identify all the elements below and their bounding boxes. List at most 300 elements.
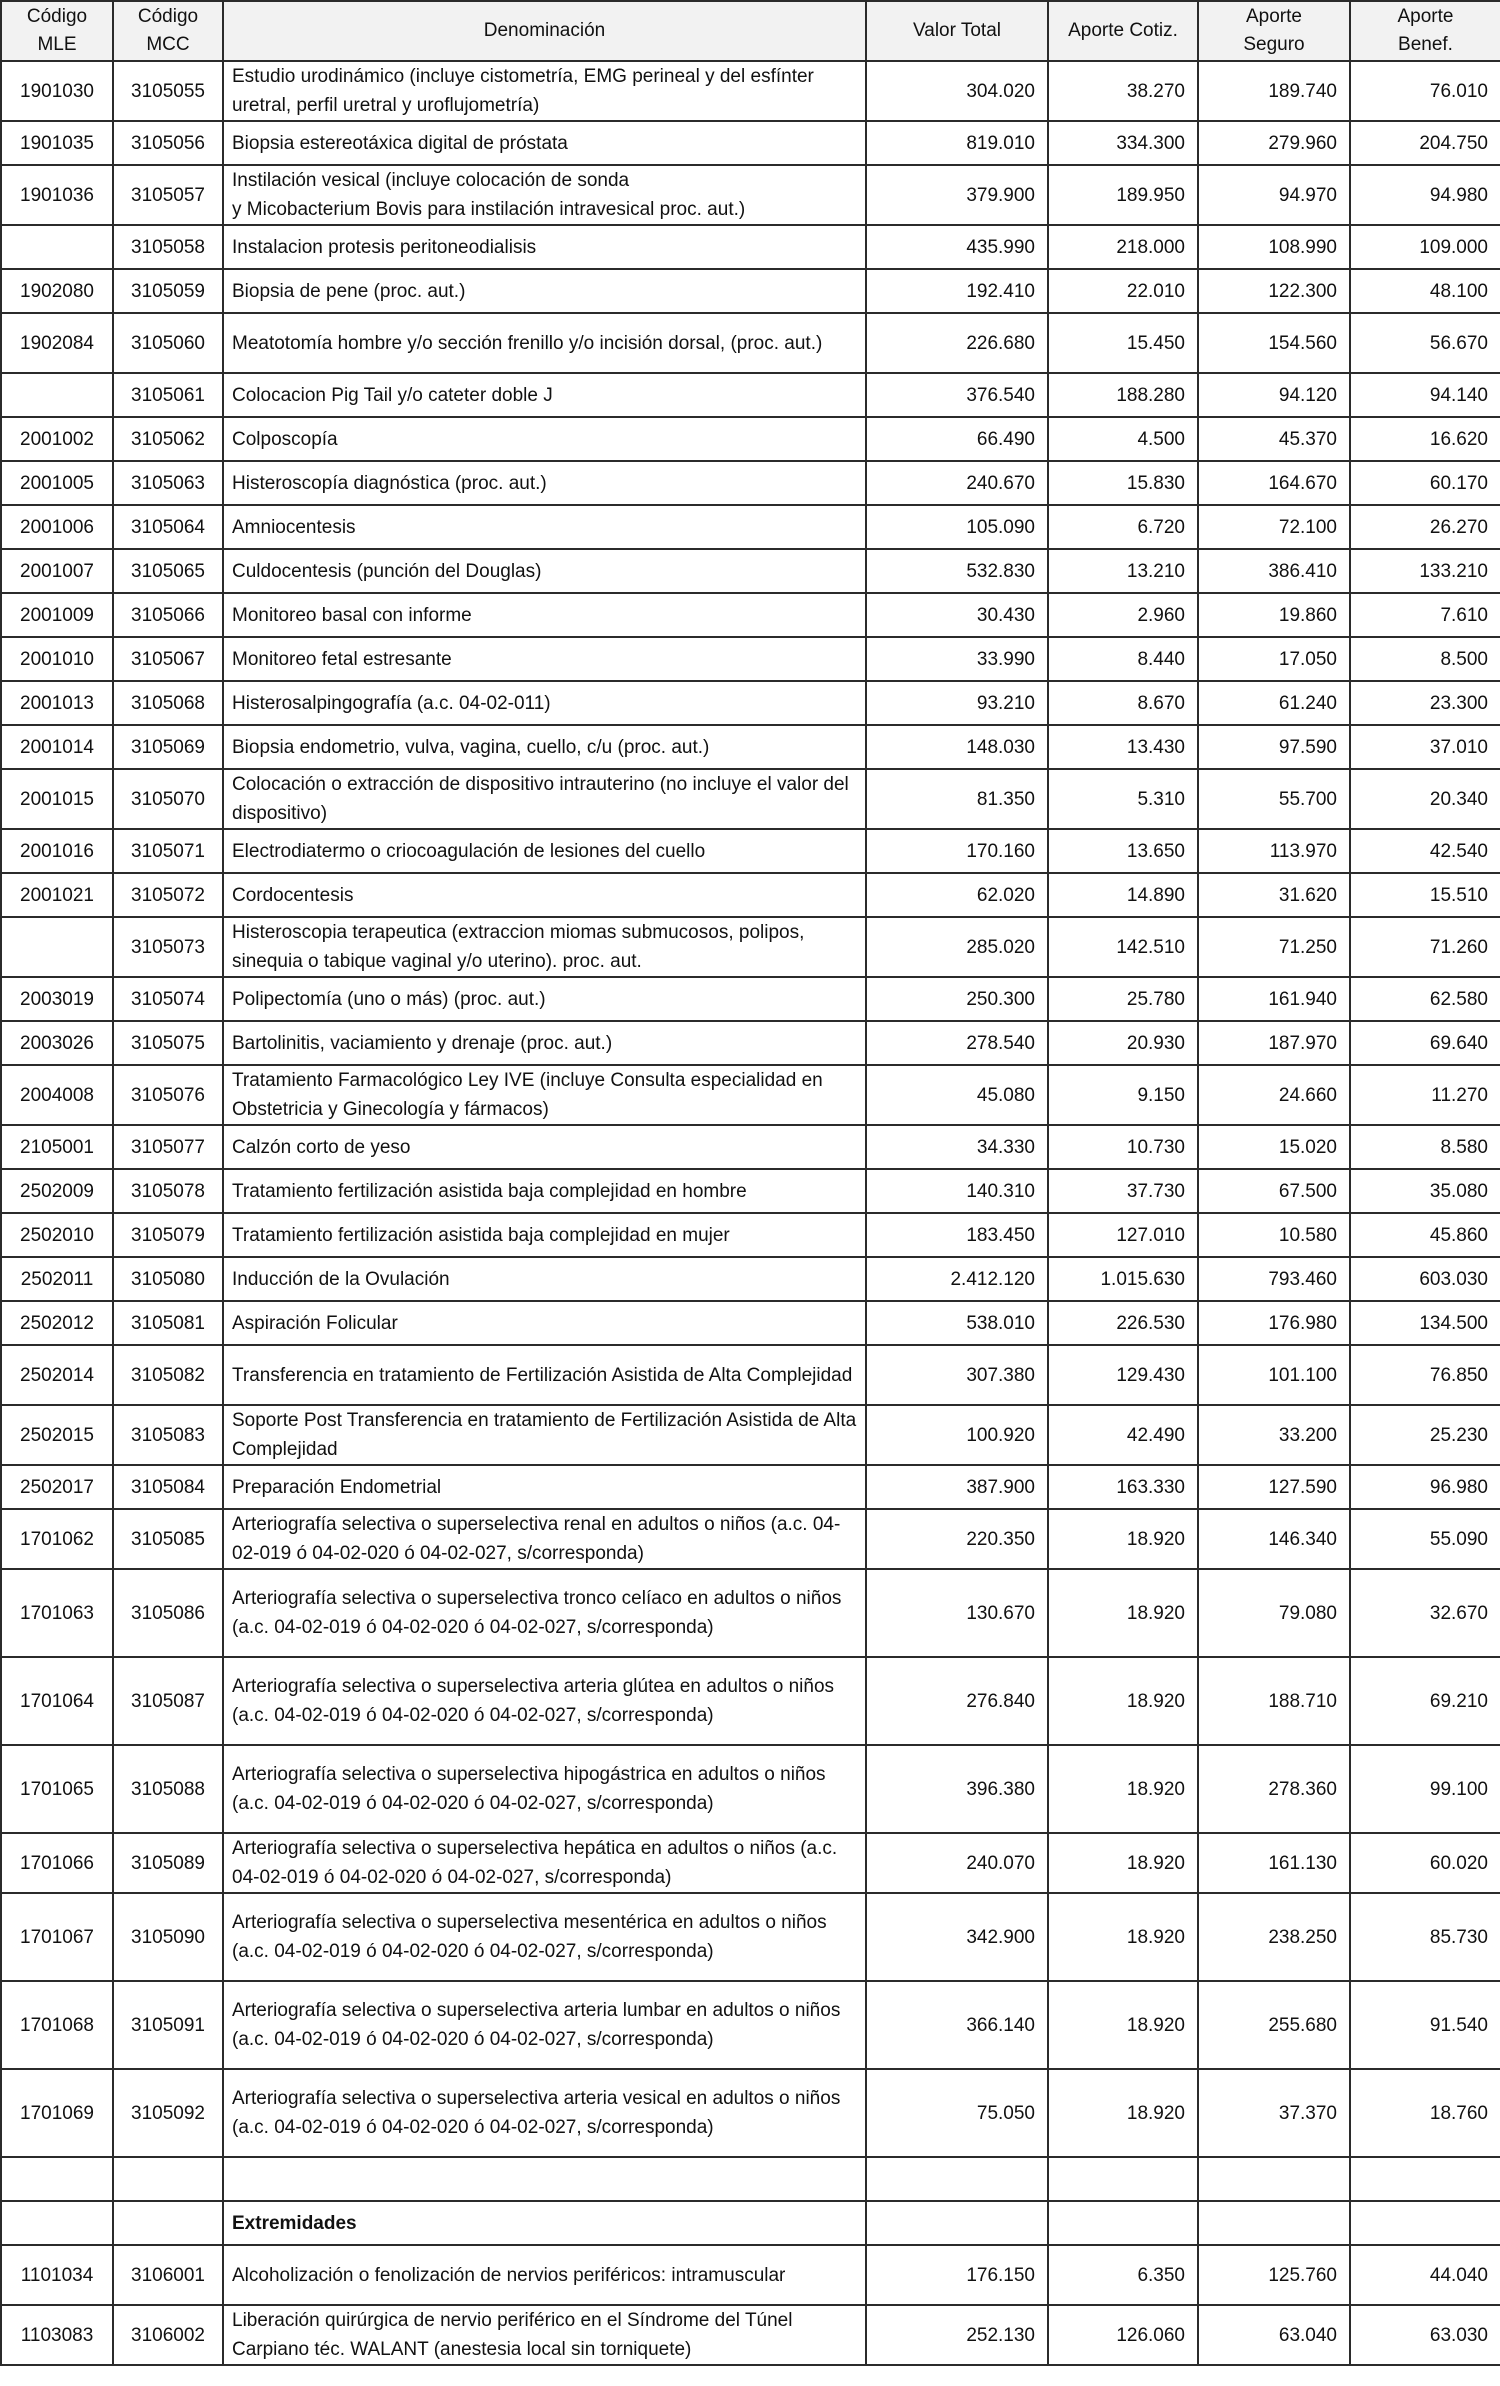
table-row: [1, 977, 1500, 1021]
denominacion-cell: Tratamiento fertilización asistida baja complejidad en mujer: [223, 1213, 866, 1257]
denominacion-cell: Colposcopía: [223, 417, 866, 461]
aporte-seguro-cell: 61.240: [1198, 681, 1350, 725]
aporte-seguro-cell: 161.940: [1198, 977, 1350, 1021]
empty-cell: [113, 2201, 223, 2245]
valor-total-cell: 285.020: [866, 917, 1048, 977]
valor-total-cell: 240.670: [866, 461, 1048, 505]
table-row: [1, 1981, 1500, 2069]
aporte-seguro-cell: 164.670: [1198, 461, 1350, 505]
aporte-benef-cell: 56.670: [1350, 313, 1500, 373]
codigo-mcc-cell: 3105086: [113, 1569, 223, 1657]
codigo-mcc-cell: 3105078: [113, 1169, 223, 1213]
denominacion-cell: Meatotomía hombre y/o sección frenillo y/o incisión dorsal, (proc. aut.): [223, 313, 866, 373]
aporte-benef-cell: 55.090: [1350, 1509, 1500, 1569]
aporte-cotiz-cell: 15.450: [1048, 313, 1198, 373]
codigo-mcc-cell: 3105070: [113, 769, 223, 829]
denominacion-cell: Instalacion protesis peritoneodialisis: [223, 225, 866, 269]
header-codigo-mcc: Código MCC: [113, 1, 223, 61]
denominacion-cell: Calzón corto de yeso: [223, 1125, 866, 1169]
codigo-mle-cell: 2502015: [1, 1405, 113, 1465]
aporte-benef-cell: 25.230: [1350, 1405, 1500, 1465]
valor-total-cell: 276.840: [866, 1657, 1048, 1745]
denominacion-cell: Amniocentesis: [223, 505, 866, 549]
codigo-mcc-cell: 3105083: [113, 1405, 223, 1465]
table-row: [1, 505, 1500, 549]
aporte-benef-cell: 20.340: [1350, 769, 1500, 829]
table-header: [1, 1, 1500, 61]
codigo-mcc-cell: 3105067: [113, 637, 223, 681]
table-row: [1, 121, 1500, 165]
empty-cell: [1048, 2201, 1198, 2245]
table-row: [1, 1345, 1500, 1405]
section-header-row: [1, 2201, 1500, 2245]
denominacion-cell: Biopsia estereotáxica digital de próstata: [223, 121, 866, 165]
denominacion-cell: Cordocentesis: [223, 873, 866, 917]
aporte-benef-cell: 48.100: [1350, 269, 1500, 313]
denominacion-cell: Alcoholización o fenolización de nervios periféricos: intramuscular: [223, 2245, 866, 2305]
empty-cell: [1350, 2201, 1500, 2245]
codigo-mcc-cell: 3105056: [113, 121, 223, 165]
aporte-benef-cell: 76.010: [1350, 61, 1500, 121]
codigo-mle-cell: 2004008: [1, 1065, 113, 1125]
aporte-seguro-cell: 45.370: [1198, 417, 1350, 461]
table-row: [1, 61, 1500, 121]
denominacion-cell: Electrodiatermo o criocoagulación de lesiones del cuello: [223, 829, 866, 873]
codigo-mle-cell: [1, 917, 113, 977]
aporte-seguro-cell: 793.460: [1198, 1257, 1350, 1301]
aporte-cotiz-cell: 13.430: [1048, 725, 1198, 769]
codigo-mcc-cell: 3105082: [113, 1345, 223, 1405]
codigo-mle-cell: 2003026: [1, 1021, 113, 1065]
valor-total-cell: 252.130: [866, 2305, 1048, 2365]
header-row: [1, 1, 1500, 61]
denominacion-cell: Polipectomía (uno o más) (proc. aut.): [223, 977, 866, 1021]
aporte-cotiz-cell: 8.670: [1048, 681, 1198, 725]
aporte-seguro-cell: 113.970: [1198, 829, 1350, 873]
aporte-benef-cell: 63.030: [1350, 2305, 1500, 2365]
aporte-seguro-cell: 67.500: [1198, 1169, 1350, 1213]
empty-cell: [113, 2157, 223, 2201]
aporte-benef-cell: 8.580: [1350, 1125, 1500, 1169]
codigo-mcc-cell: 3105076: [113, 1065, 223, 1125]
table-row: [1, 269, 1500, 313]
denominacion-cell: Arteriografía selectiva o superselectiva arteria lumbar en adultos o niños (a.c. 04-02-019 ó 04-02-020 ó 04-02-027, s/corresponda): [223, 1981, 866, 2069]
table-row: [1, 1125, 1500, 1169]
codigo-mle-cell: 2001013: [1, 681, 113, 725]
denominacion-cell: Monitoreo fetal estresante: [223, 637, 866, 681]
denominacion-cell: Aspiración Folicular: [223, 1301, 866, 1345]
denominacion-cell: Estudio urodinámico (incluye cistometría, EMG perineal y del esfínter uretral, perfil uretral y uroflujometría): [223, 61, 866, 121]
aporte-benef-cell: 44.040: [1350, 2245, 1500, 2305]
codigo-mcc-cell: 3105073: [113, 917, 223, 977]
aporte-seguro-cell: 10.580: [1198, 1213, 1350, 1257]
denominacion-cell: Colocacion Pig Tail y/o cateter doble J: [223, 373, 866, 417]
valor-total-cell: 379.900: [866, 165, 1048, 225]
codigo-mle-cell: 1701063: [1, 1569, 113, 1657]
section-title: Extremidades: [223, 2201, 866, 2245]
aporte-seguro-cell: 17.050: [1198, 637, 1350, 681]
codigo-mle-cell: 1701066: [1, 1833, 113, 1893]
aporte-benef-cell: 134.500: [1350, 1301, 1500, 1345]
valor-total-cell: 387.900: [866, 1465, 1048, 1509]
aporte-cotiz-cell: 18.920: [1048, 1893, 1198, 1981]
codigo-mcc-cell: 3105068: [113, 681, 223, 725]
valor-total-cell: 192.410: [866, 269, 1048, 313]
table-row: [1, 725, 1500, 769]
codigo-mcc-cell: 3106001: [113, 2245, 223, 2305]
valor-total-cell: 226.680: [866, 313, 1048, 373]
aporte-seguro-cell: 33.200: [1198, 1405, 1350, 1465]
aporte-cotiz-cell: 334.300: [1048, 121, 1198, 165]
valor-total-cell: 376.540: [866, 373, 1048, 417]
valor-total-cell: 240.070: [866, 1833, 1048, 1893]
aporte-cotiz-cell: 25.780: [1048, 977, 1198, 1021]
codigo-mle-cell: 2502009: [1, 1169, 113, 1213]
empty-cell: [1198, 2201, 1350, 2245]
table-row: [1, 1893, 1500, 1981]
aporte-cotiz-cell: 127.010: [1048, 1213, 1198, 1257]
codigo-mcc-cell: 3105058: [113, 225, 223, 269]
valor-total-cell: 2.412.120: [866, 1257, 1048, 1301]
aporte-benef-cell: 109.000: [1350, 225, 1500, 269]
aporte-seguro-cell: 72.100: [1198, 505, 1350, 549]
aporte-seguro-cell: 19.860: [1198, 593, 1350, 637]
codigo-mcc-cell: 3105084: [113, 1465, 223, 1509]
codigo-mcc-cell: 3105091: [113, 1981, 223, 2069]
aporte-seguro-cell: 238.250: [1198, 1893, 1350, 1981]
table-row: [1, 1405, 1500, 1465]
aporte-benef-cell: 69.210: [1350, 1657, 1500, 1745]
table-row: [1, 1569, 1500, 1657]
aporte-seguro-cell: 101.100: [1198, 1345, 1350, 1405]
aporte-cotiz-cell: 226.530: [1048, 1301, 1198, 1345]
aporte-cotiz-cell: 18.920: [1048, 1569, 1198, 1657]
denominacion-cell: Arteriografía selectiva o superselectiva tronco celíaco en adultos o niños (a.c. 04-02-019 ó 04-02-020 ó 04-02-027, s/corresponda): [223, 1569, 866, 1657]
valor-total-cell: 34.330: [866, 1125, 1048, 1169]
aporte-benef-cell: 8.500: [1350, 637, 1500, 681]
codigo-mle-cell: 1103083: [1, 2305, 113, 2365]
codigo-mcc-cell: 3105066: [113, 593, 223, 637]
denominacion-cell: Arteriografía selectiva o superselectiva renal en adultos o niños (a.c. 04-02-019 ó 04-02-020 ó 04-02-027, s/corresponda): [223, 1509, 866, 1569]
valor-total-cell: 220.350: [866, 1509, 1048, 1569]
table-row: [1, 1257, 1500, 1301]
table-row: [1, 2305, 1500, 2365]
aporte-benef-cell: 7.610: [1350, 593, 1500, 637]
table-row: [1, 829, 1500, 873]
aporte-cotiz-cell: 189.950: [1048, 165, 1198, 225]
valor-total-cell: 130.670: [866, 1569, 1048, 1657]
denominacion-cell: Histeroscopia terapeutica (extraccion miomas submucosos, polipos, sinequia o tabique vaginal y/o uterino). proc. aut.: [223, 917, 866, 977]
valor-total-cell: 819.010: [866, 121, 1048, 165]
aporte-cotiz-cell: 4.500: [1048, 417, 1198, 461]
codigo-mle-cell: 1101034: [1, 2245, 113, 2305]
codigo-mle-cell: 1701069: [1, 2069, 113, 2157]
denominacion-cell: Liberación quirúrgica de nervio periférico en el Síndrome del Túnel Carpiano téc. WALANT (anestesia local sin torniquete): [223, 2305, 866, 2365]
codigo-mcc-cell: 3105079: [113, 1213, 223, 1257]
denominacion-cell: Tratamiento Farmacológico Ley IVE (incluye Consulta especialidad en Obstetricia y Ginecología y fármacos): [223, 1065, 866, 1125]
codigo-mcc-cell: 3105060: [113, 313, 223, 373]
aporte-seguro-cell: 127.590: [1198, 1465, 1350, 1509]
denominacion-cell: Culdocentesis (punción del Douglas): [223, 549, 866, 593]
table-row: [1, 1745, 1500, 1833]
codigo-mcc-cell: 3105062: [113, 417, 223, 461]
valor-total-cell: 75.050: [866, 2069, 1048, 2157]
aporte-benef-cell: 37.010: [1350, 725, 1500, 769]
aporte-cotiz-cell: 5.310: [1048, 769, 1198, 829]
aporte-benef-cell: 26.270: [1350, 505, 1500, 549]
valor-total-cell: 366.140: [866, 1981, 1048, 2069]
aporte-cotiz-cell: 22.010: [1048, 269, 1198, 313]
valor-total-cell: 396.380: [866, 1745, 1048, 1833]
denominacion-cell: Histeroscopía diagnóstica (proc. aut.): [223, 461, 866, 505]
denominacion-cell: Soporte Post Transferencia en tratamiento de Fertilización Asistida de Alta Complejidad: [223, 1405, 866, 1465]
table-row: [1, 873, 1500, 917]
codigo-mle-cell: 2001021: [1, 873, 113, 917]
aporte-benef-cell: 96.980: [1350, 1465, 1500, 1509]
table-row: [1, 461, 1500, 505]
aporte-cotiz-cell: 129.430: [1048, 1345, 1198, 1405]
aporte-seguro-cell: 94.120: [1198, 373, 1350, 417]
aporte-benef-cell: 85.730: [1350, 1893, 1500, 1981]
denominacion-cell: Arteriografía selectiva o superselectiva hipogástrica en adultos o niños (a.c. 04-02-019 ó 04-02-020 ó 04-02-027, s/corresponda): [223, 1745, 866, 1833]
valor-total-cell: 33.990: [866, 637, 1048, 681]
aporte-benef-cell: 133.210: [1350, 549, 1500, 593]
empty-cell: [866, 2157, 1048, 2201]
codigo-mle-cell: 2001009: [1, 593, 113, 637]
valor-total-cell: 538.010: [866, 1301, 1048, 1345]
aporte-seguro-cell: 125.760: [1198, 2245, 1350, 2305]
blank-row: [1, 2157, 1500, 2201]
aporte-cotiz-cell: 37.730: [1048, 1169, 1198, 1213]
aporte-benef-cell: 32.670: [1350, 1569, 1500, 1657]
aporte-seguro-cell: 15.020: [1198, 1125, 1350, 1169]
valor-total-cell: 100.920: [866, 1405, 1048, 1465]
valor-total-cell: 62.020: [866, 873, 1048, 917]
valor-total-cell: 81.350: [866, 769, 1048, 829]
aporte-seguro-cell: 108.990: [1198, 225, 1350, 269]
denominacion-cell: Tratamiento fertilización asistida baja complejidad en hombre: [223, 1169, 866, 1213]
aporte-seguro-cell: 31.620: [1198, 873, 1350, 917]
valor-total-cell: 532.830: [866, 549, 1048, 593]
codigo-mle-cell: 2001007: [1, 549, 113, 593]
denominacion-cell: Arteriografía selectiva o superselectiva mesentérica en adultos o niños (a.c. 04-02-019 ó 04-02-020 ó 04-02-027, s/corresponda): [223, 1893, 866, 1981]
codigo-mle-cell: 1901030: [1, 61, 113, 121]
aporte-benef-cell: 42.540: [1350, 829, 1500, 873]
denominacion-cell: Biopsia de pene (proc. aut.): [223, 269, 866, 313]
codigo-mcc-cell: 3105088: [113, 1745, 223, 1833]
denominacion-cell: Arteriografía selectiva o superselectiva arteria vesical en adultos o niños (a.c. 04-02-019 ó 04-02-020 ó 04-02-027, s/corresponda): [223, 2069, 866, 2157]
aporte-seguro-cell: 386.410: [1198, 549, 1350, 593]
aporte-cotiz-cell: 15.830: [1048, 461, 1198, 505]
denominacion-cell: Monitoreo basal con informe: [223, 593, 866, 637]
aporte-cotiz-cell: 42.490: [1048, 1405, 1198, 1465]
valor-total-cell: 304.020: [866, 61, 1048, 121]
aporte-seguro-cell: 55.700: [1198, 769, 1350, 829]
table-row: [1, 1509, 1500, 1569]
codigo-mcc-cell: 3105072: [113, 873, 223, 917]
aporte-cotiz-cell: 188.280: [1048, 373, 1198, 417]
table-row: [1, 549, 1500, 593]
codigo-mle-cell: 2105001: [1, 1125, 113, 1169]
empty-cell: [1350, 2157, 1500, 2201]
aporte-cotiz-cell: 20.930: [1048, 1021, 1198, 1065]
aporte-seguro-cell: 188.710: [1198, 1657, 1350, 1745]
table-row: [1, 917, 1500, 977]
table-row: [1, 2069, 1500, 2157]
codigo-mcc-cell: 3105055: [113, 61, 223, 121]
codigo-mcc-cell: 3105080: [113, 1257, 223, 1301]
aporte-benef-cell: 69.640: [1350, 1021, 1500, 1065]
codigo-mcc-cell: 3105074: [113, 977, 223, 1021]
aporte-cotiz-cell: 13.650: [1048, 829, 1198, 873]
aporte-benef-cell: 94.980: [1350, 165, 1500, 225]
codigo-mcc-cell: 3105075: [113, 1021, 223, 1065]
table-row: [1, 1065, 1500, 1125]
header-denominacion: Denominación: [223, 1, 866, 61]
codigo-mle-cell: 1902080: [1, 269, 113, 313]
aporte-cotiz-cell: 18.920: [1048, 1745, 1198, 1833]
aporte-cotiz-cell: 18.920: [1048, 1509, 1198, 1569]
denominacion-cell: Colocación o extracción de dispositivo intrauterino (no incluye el valor del dispositivo): [223, 769, 866, 829]
codigo-mcc-cell: 3105064: [113, 505, 223, 549]
aporte-cotiz-cell: 18.920: [1048, 1657, 1198, 1745]
table-row: [1, 1021, 1500, 1065]
codigo-mcc-cell: 3105063: [113, 461, 223, 505]
denominacion-cell: Preparación Endometrial: [223, 1465, 866, 1509]
codigo-mle-cell: [1, 373, 113, 417]
table-row: [1, 417, 1500, 461]
table-row: [1, 593, 1500, 637]
table-row: [1, 637, 1500, 681]
valor-total-cell: 183.450: [866, 1213, 1048, 1257]
codigo-mle-cell: 1701062: [1, 1509, 113, 1569]
aporte-cotiz-cell: 142.510: [1048, 917, 1198, 977]
aporte-cotiz-cell: 18.920: [1048, 2069, 1198, 2157]
codigo-mle-cell: 1701065: [1, 1745, 113, 1833]
table-body: [1, 61, 1500, 2365]
codigo-mcc-cell: 3105087: [113, 1657, 223, 1745]
codigo-mcc-cell: 3105071: [113, 829, 223, 873]
table-row: [1, 681, 1500, 725]
aporte-benef-cell: 60.020: [1350, 1833, 1500, 1893]
denominacion-cell: Histerosalpingografía (a.c. 04-02-011): [223, 681, 866, 725]
aporte-seguro-cell: 63.040: [1198, 2305, 1350, 2365]
aporte-cotiz-cell: 10.730: [1048, 1125, 1198, 1169]
aporte-cotiz-cell: 8.440: [1048, 637, 1198, 681]
aporte-seguro-cell: 94.970: [1198, 165, 1350, 225]
codigo-mle-cell: 1701068: [1, 1981, 113, 2069]
aporte-seguro-cell: 79.080: [1198, 1569, 1350, 1657]
aporte-seguro-cell: 279.960: [1198, 121, 1350, 165]
valor-total-cell: 140.310: [866, 1169, 1048, 1213]
empty-cell: [1, 2201, 113, 2245]
aporte-benef-cell: 35.080: [1350, 1169, 1500, 1213]
table-row: [1, 373, 1500, 417]
aporte-benef-cell: 15.510: [1350, 873, 1500, 917]
header-valor-total: Valor Total: [866, 1, 1048, 61]
codigo-mle-cell: 2001010: [1, 637, 113, 681]
aporte-seguro-cell: 24.660: [1198, 1065, 1350, 1125]
table-row: [1, 1169, 1500, 1213]
denominacion-cell: Biopsia endometrio, vulva, vagina, cuello, c/u (proc. aut.): [223, 725, 866, 769]
codigo-mle-cell: 2001016: [1, 829, 113, 873]
valor-total-cell: 250.300: [866, 977, 1048, 1021]
aporte-seguro-cell: 161.130: [1198, 1833, 1350, 1893]
valor-total-cell: 278.540: [866, 1021, 1048, 1065]
codigo-mcc-cell: 3105059: [113, 269, 223, 313]
aporte-seguro-cell: 189.740: [1198, 61, 1350, 121]
codigo-mle-cell: 1901036: [1, 165, 113, 225]
codigo-mle-cell: 2502010: [1, 1213, 113, 1257]
codigo-mcc-cell: 3105092: [113, 2069, 223, 2157]
table-row: [1, 1465, 1500, 1509]
codigo-mcc-cell: 3105085: [113, 1509, 223, 1569]
codigo-mle-cell: [1, 225, 113, 269]
denominacion-cell: Instilación vesical (incluye colocación de sonda y Micobacterium Bovis para instilación intravesical proc. aut.): [223, 165, 866, 225]
valor-total-cell: 176.150: [866, 2245, 1048, 2305]
aporte-cotiz-cell: 1.015.630: [1048, 1257, 1198, 1301]
aporte-cotiz-cell: 18.920: [1048, 1833, 1198, 1893]
codigo-mle-cell: 2502011: [1, 1257, 113, 1301]
aporte-cotiz-cell: 18.920: [1048, 1981, 1198, 2069]
aporte-cotiz-cell: 218.000: [1048, 225, 1198, 269]
codigo-mle-cell: 2001015: [1, 769, 113, 829]
table-row: [1, 1213, 1500, 1257]
codigo-mcc-cell: 3105061: [113, 373, 223, 417]
codigo-mle-cell: 2001005: [1, 461, 113, 505]
aporte-benef-cell: 45.860: [1350, 1213, 1500, 1257]
valor-total-cell: 45.080: [866, 1065, 1048, 1125]
codigo-mcc-cell: 3105065: [113, 549, 223, 593]
header-aporte-seguro: Aporte Seguro: [1198, 1, 1350, 61]
codigo-mcc-cell: 3105089: [113, 1833, 223, 1893]
valor-total-cell: 435.990: [866, 225, 1048, 269]
aporte-benef-cell: 23.300: [1350, 681, 1500, 725]
valor-total-cell: 66.490: [866, 417, 1048, 461]
codigo-mcc-cell: 3105081: [113, 1301, 223, 1345]
table-row: [1, 1833, 1500, 1893]
header-aporte-cotiz: Aporte Cotiz.: [1048, 1, 1198, 61]
aporte-seguro-cell: 255.680: [1198, 1981, 1350, 2069]
aporte-benef-cell: 60.170: [1350, 461, 1500, 505]
codigo-mcc-cell: 3106002: [113, 2305, 223, 2365]
aporte-cotiz-cell: 14.890: [1048, 873, 1198, 917]
aporte-seguro-cell: 37.370: [1198, 2069, 1350, 2157]
denominacion-cell: Transferencia en tratamiento de Fertilización Asistida de Alta Complejidad: [223, 1345, 866, 1405]
aporte-benef-cell: 76.850: [1350, 1345, 1500, 1405]
aporte-benef-cell: 603.030: [1350, 1257, 1500, 1301]
aporte-benef-cell: 62.580: [1350, 977, 1500, 1021]
empty-cell: [1198, 2157, 1350, 2201]
table-row: [1, 313, 1500, 373]
aporte-benef-cell: 71.260: [1350, 917, 1500, 977]
aporte-cotiz-cell: 13.210: [1048, 549, 1198, 593]
codigo-mle-cell: 2001006: [1, 505, 113, 549]
aporte-benef-cell: 94.140: [1350, 373, 1500, 417]
table-row: [1, 1657, 1500, 1745]
aporte-cotiz-cell: 38.270: [1048, 61, 1198, 121]
aporte-cotiz-cell: 6.350: [1048, 2245, 1198, 2305]
denominacion-cell: Inducción de la Ovulación: [223, 1257, 866, 1301]
aporte-cotiz-cell: 2.960: [1048, 593, 1198, 637]
codigo-mle-cell: 2502017: [1, 1465, 113, 1509]
denominacion-cell: Arteriografía selectiva o superselectiva arteria glútea en adultos o niños (a.c. 04-02-019 ó 04-02-020 ó 04-02-027, s/corresponda): [223, 1657, 866, 1745]
codigo-mle-cell: 1701064: [1, 1657, 113, 1745]
aporte-benef-cell: 16.620: [1350, 417, 1500, 461]
codigo-mle-cell: 1901035: [1, 121, 113, 165]
codigo-mcc-cell: 3105090: [113, 1893, 223, 1981]
denominacion-cell: Bartolinitis, vaciamiento y drenaje (proc. aut.): [223, 1021, 866, 1065]
